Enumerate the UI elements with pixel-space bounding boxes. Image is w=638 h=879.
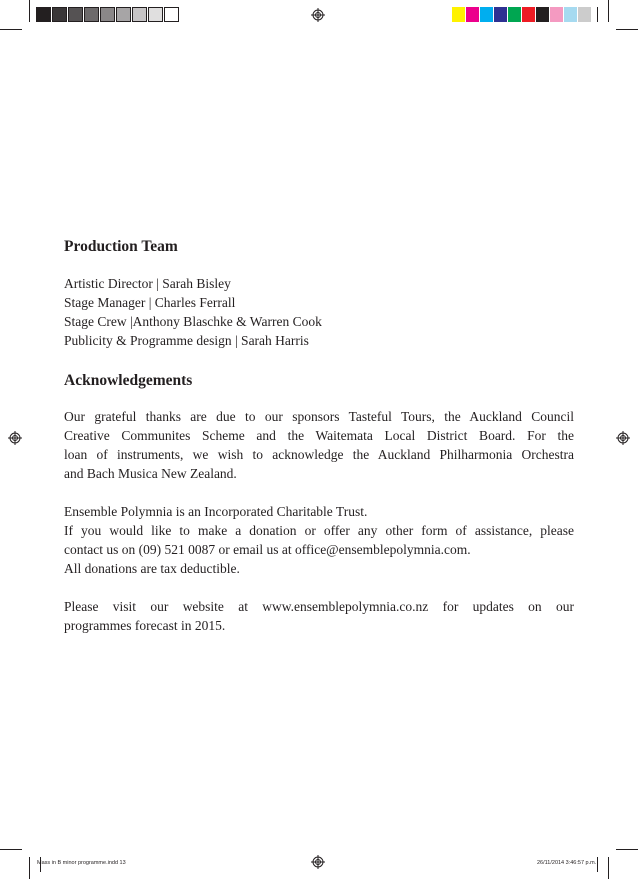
crop-mark-top-right-v [608, 0, 609, 22]
color-swatch [452, 7, 465, 22]
paragraph-line: programmes forecast in 2015. [64, 618, 226, 633]
color-swatch [522, 7, 535, 22]
crop-tick-bottom-right [597, 857, 598, 872]
gray-swatch [52, 7, 67, 22]
paragraph-line: loan of instruments, we wish to acknowledge the Auckland Philharmonia Orchestra [64, 447, 574, 462]
acknowledgements-paragraph-trust [64, 502, 574, 578]
acknowledgements-paragraph-website [64, 597, 574, 635]
paragraph-line: Please visit our website at www.ensemblepolymnia.co.nz for updates on our [64, 599, 574, 614]
crop-mark-bottom-left-h [0, 849, 22, 850]
acknowledgements-section [64, 371, 574, 635]
gray-swatch [100, 7, 115, 22]
crop-tick-top-right [597, 7, 598, 22]
crop-mark-bottom-left-v [29, 857, 30, 879]
registration-mark-bottom-icon [311, 855, 325, 869]
gray-swatch [148, 7, 163, 22]
gray-swatch [68, 7, 83, 22]
color-swatch [564, 7, 577, 22]
color-swatch [508, 7, 521, 22]
gray-swatch [164, 7, 179, 22]
crop-mark-bottom-right-h [616, 849, 638, 850]
color-swatch [536, 7, 549, 22]
registration-mark-top-icon [311, 8, 325, 22]
credit-line: Artistic Director | Sarah Bisley [64, 276, 231, 291]
registration-mark-right-icon [616, 431, 630, 445]
production-team-section [64, 237, 574, 350]
color-swatch [550, 7, 563, 22]
production-team-heading: Production Team [64, 238, 178, 255]
color-swatch [494, 7, 507, 22]
paragraph-line: Our grateful thanks are due to our sponsors Tasteful Tours, the Auckland Council [64, 409, 574, 424]
paragraph-line: Ensemble Polymnia is an Incorporated Charitable Trust. [64, 504, 368, 519]
credit-line: Stage Crew |Anthony Blaschke & Warren Cook [64, 314, 322, 329]
crop-mark-bottom-right-v [608, 857, 609, 879]
crop-mark-top-left-h [0, 29, 22, 30]
gray-swatch [116, 7, 131, 22]
slug-timestamp: 26/11/2014 3:46:57 p.m. [537, 860, 597, 866]
crop-mark-top-left-v [29, 0, 30, 22]
crop-mark-top-right-h [616, 29, 638, 30]
color-swatch [578, 7, 591, 22]
credit-line: Publicity & Programme design | Sarah Harris [64, 333, 309, 348]
gray-swatch [36, 7, 51, 22]
paragraph-line: If you would like to make a donation or offer any other form of assistance, please [64, 523, 574, 538]
paragraph-line: Creative Communites Scheme and the Waitemata Local District Board. For the [64, 428, 574, 443]
acknowledgements-heading: Acknowledgements [64, 372, 193, 389]
gray-swatch [84, 7, 99, 22]
paragraph-line: All donations are tax deductible. [64, 561, 240, 576]
color-swatch [480, 7, 493, 22]
slug-filename: Mass in B minor programme.indd 13 [37, 860, 126, 866]
color-swatch [466, 7, 479, 22]
acknowledgements-paragraph-sponsors [64, 407, 574, 483]
paragraph-line: contact us on (09) 521 0087 or email us at office@ensemblepolymnia.com. [64, 542, 471, 557]
registration-mark-left-icon [8, 431, 22, 445]
paragraph-line: and Bach Musica New Zealand. [64, 466, 237, 481]
gray-swatch [132, 7, 147, 22]
credit-line: Stage Manager | Charles Ferrall [64, 295, 236, 310]
